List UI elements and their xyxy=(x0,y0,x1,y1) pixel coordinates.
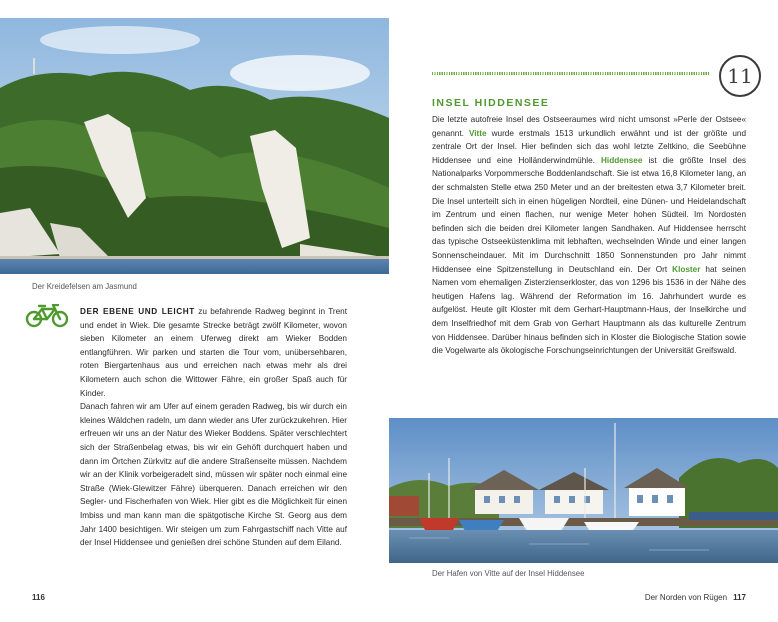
place-highlight: Hiddensee xyxy=(601,155,643,165)
section-title: INSEL HIDDENSEE xyxy=(432,97,550,109)
text-run: hat seinen Namen vom ehemaligen Zisterzienserkloster, das von 1296 bis 1536 in der Nähe des heutigen Hafens lag. Während der Reformation im 16. Jahrhundert wurde es aufgelöst. Heute gilt Kloster mit dem Gerhart-Hauptmann-Haus, der Inselkirche und dem Inselfriedhof mit dem Grab von Gerhart Hauptmann als das kulturelle Zentrum von Hiddensee. Darüber hinaus befinden sich in Kloster die Biologische Station sowie die Vogelwarte als ökologische Forschungseinrichtungen der Universität Greifswald. xyxy=(432,264,746,356)
bicycle-icon xyxy=(25,304,69,328)
running-head: Der Norden von Rügen xyxy=(644,593,728,602)
place-highlight: Kloster xyxy=(672,264,701,274)
text-run: Die letzte autofreie Insel des Ostseeraumes wird nicht umsonst »Perle der Ostsee« genannt. xyxy=(432,115,746,138)
photo-caption: Der Hafen von Vitte auf der Insel Hiddensee xyxy=(432,569,585,578)
place-highlight: Vitte xyxy=(468,128,487,138)
route-description xyxy=(80,305,347,550)
dotted-divider xyxy=(432,72,710,75)
text-run: wurde erstmals 1513 urkundlich erwähnt und ist der größte und zentrale Ort der Insel. Hier befinden sich das wohl letzte Zeltkino, die Seebühne Hiddensee und eine Holländerwindmühle. xyxy=(432,128,746,165)
text-run: ist die größte Insel des Nationalparks Vorpommersche Boddenlandschaft. Sie ist etwa 16,8 Kilometer lang, an der schmalsten Stelle etwa 250 Meter und an der breitesten etwa 3,7 Kilometer breit. Die Insel unterteilt sich in einen hügeligen Nordteil, eine Dünen- und Heidelandschaft im Zentrum und einen flachen, nur wenige Meter hohen Südteil. Im Nordosten befinden sich die beiden drei Kilometer langen Sandhaken. Auf Hiddensee herrscht das typische Ostseeküstenklima mit lebhaften, wechselnden Winde und einer langen Sonnenscheindauer. Mit im Durchschnitt 1850 Sonnenstunden pro Jahr nimmt Hiddensee eine Spitzenstellung in Deutschland ein. Der Ort xyxy=(432,155,746,274)
hiddensee-description xyxy=(432,113,746,358)
photo-caption: Der Kreidefelsen am Jasmund xyxy=(32,282,137,291)
paragraph-1 xyxy=(80,305,347,400)
chalk-cliffs-photo xyxy=(0,18,389,274)
paragraph-1-text: zu befahrende Radweg beginnt in Trent und endet in Wiek. Die gesamte Strecke beträgt zwölf Kilometer, wovon sieben Kilometer an einem Uferweg direkt am Wieker Bodden entlangführen. Wir parken und starten die Tour vom, unübersehbaren, roten Biergartenhaus aus und erreichen nach etwas mehr als drei Kilometern auch schon die Wittower Fähre, ein großer Spaß auch für Kinder. xyxy=(80,307,348,398)
paragraph-2: Danach fahren wir am Ufer auf einem geraden Radweg, bis wir durch ein kleines Wäldchen radeln, um dann wieder ans Ufer zurückzukehren. Hier erfreuen wir uns an der Natur des Wieker Boddens. Später verschlechtert sich der Straßenbelag etwas, bis wir ein Gehöft durchquert haben und dann im Örtchen Zürkvitz auf die andere Straßenseite müssen. Nachdem wir an der Klinik vorbeigeradelt sind, müssen wir später noch einmal eine Straße (Wiek-Glewitzer Fähre) überqueren. Danach erreichen wir den Segler- und Fischerhafen von Wiek. Hier gibt es die Möglichkeit für einen Imbiss und man kann man die spätgotische Kirche St. Georg aus dem Jahr 1400 besichtigen. Wir steigen um zum Fahrgastschiff nach Vitte auf der Insel Hiddensee und genießen drei schöne Stunden auf dem Eiland. xyxy=(80,402,347,548)
paragraph xyxy=(432,113,746,358)
page-number-right: 117 xyxy=(733,593,746,602)
right-page xyxy=(389,0,778,622)
chapter-number-badge xyxy=(719,55,761,97)
page-number-left: 116 xyxy=(32,593,45,602)
running-footer xyxy=(645,593,746,602)
chapter-number: 11 xyxy=(727,64,753,88)
lead-in: DER EBENE UND LEICHT xyxy=(80,307,195,316)
harbor-photo xyxy=(389,418,778,563)
